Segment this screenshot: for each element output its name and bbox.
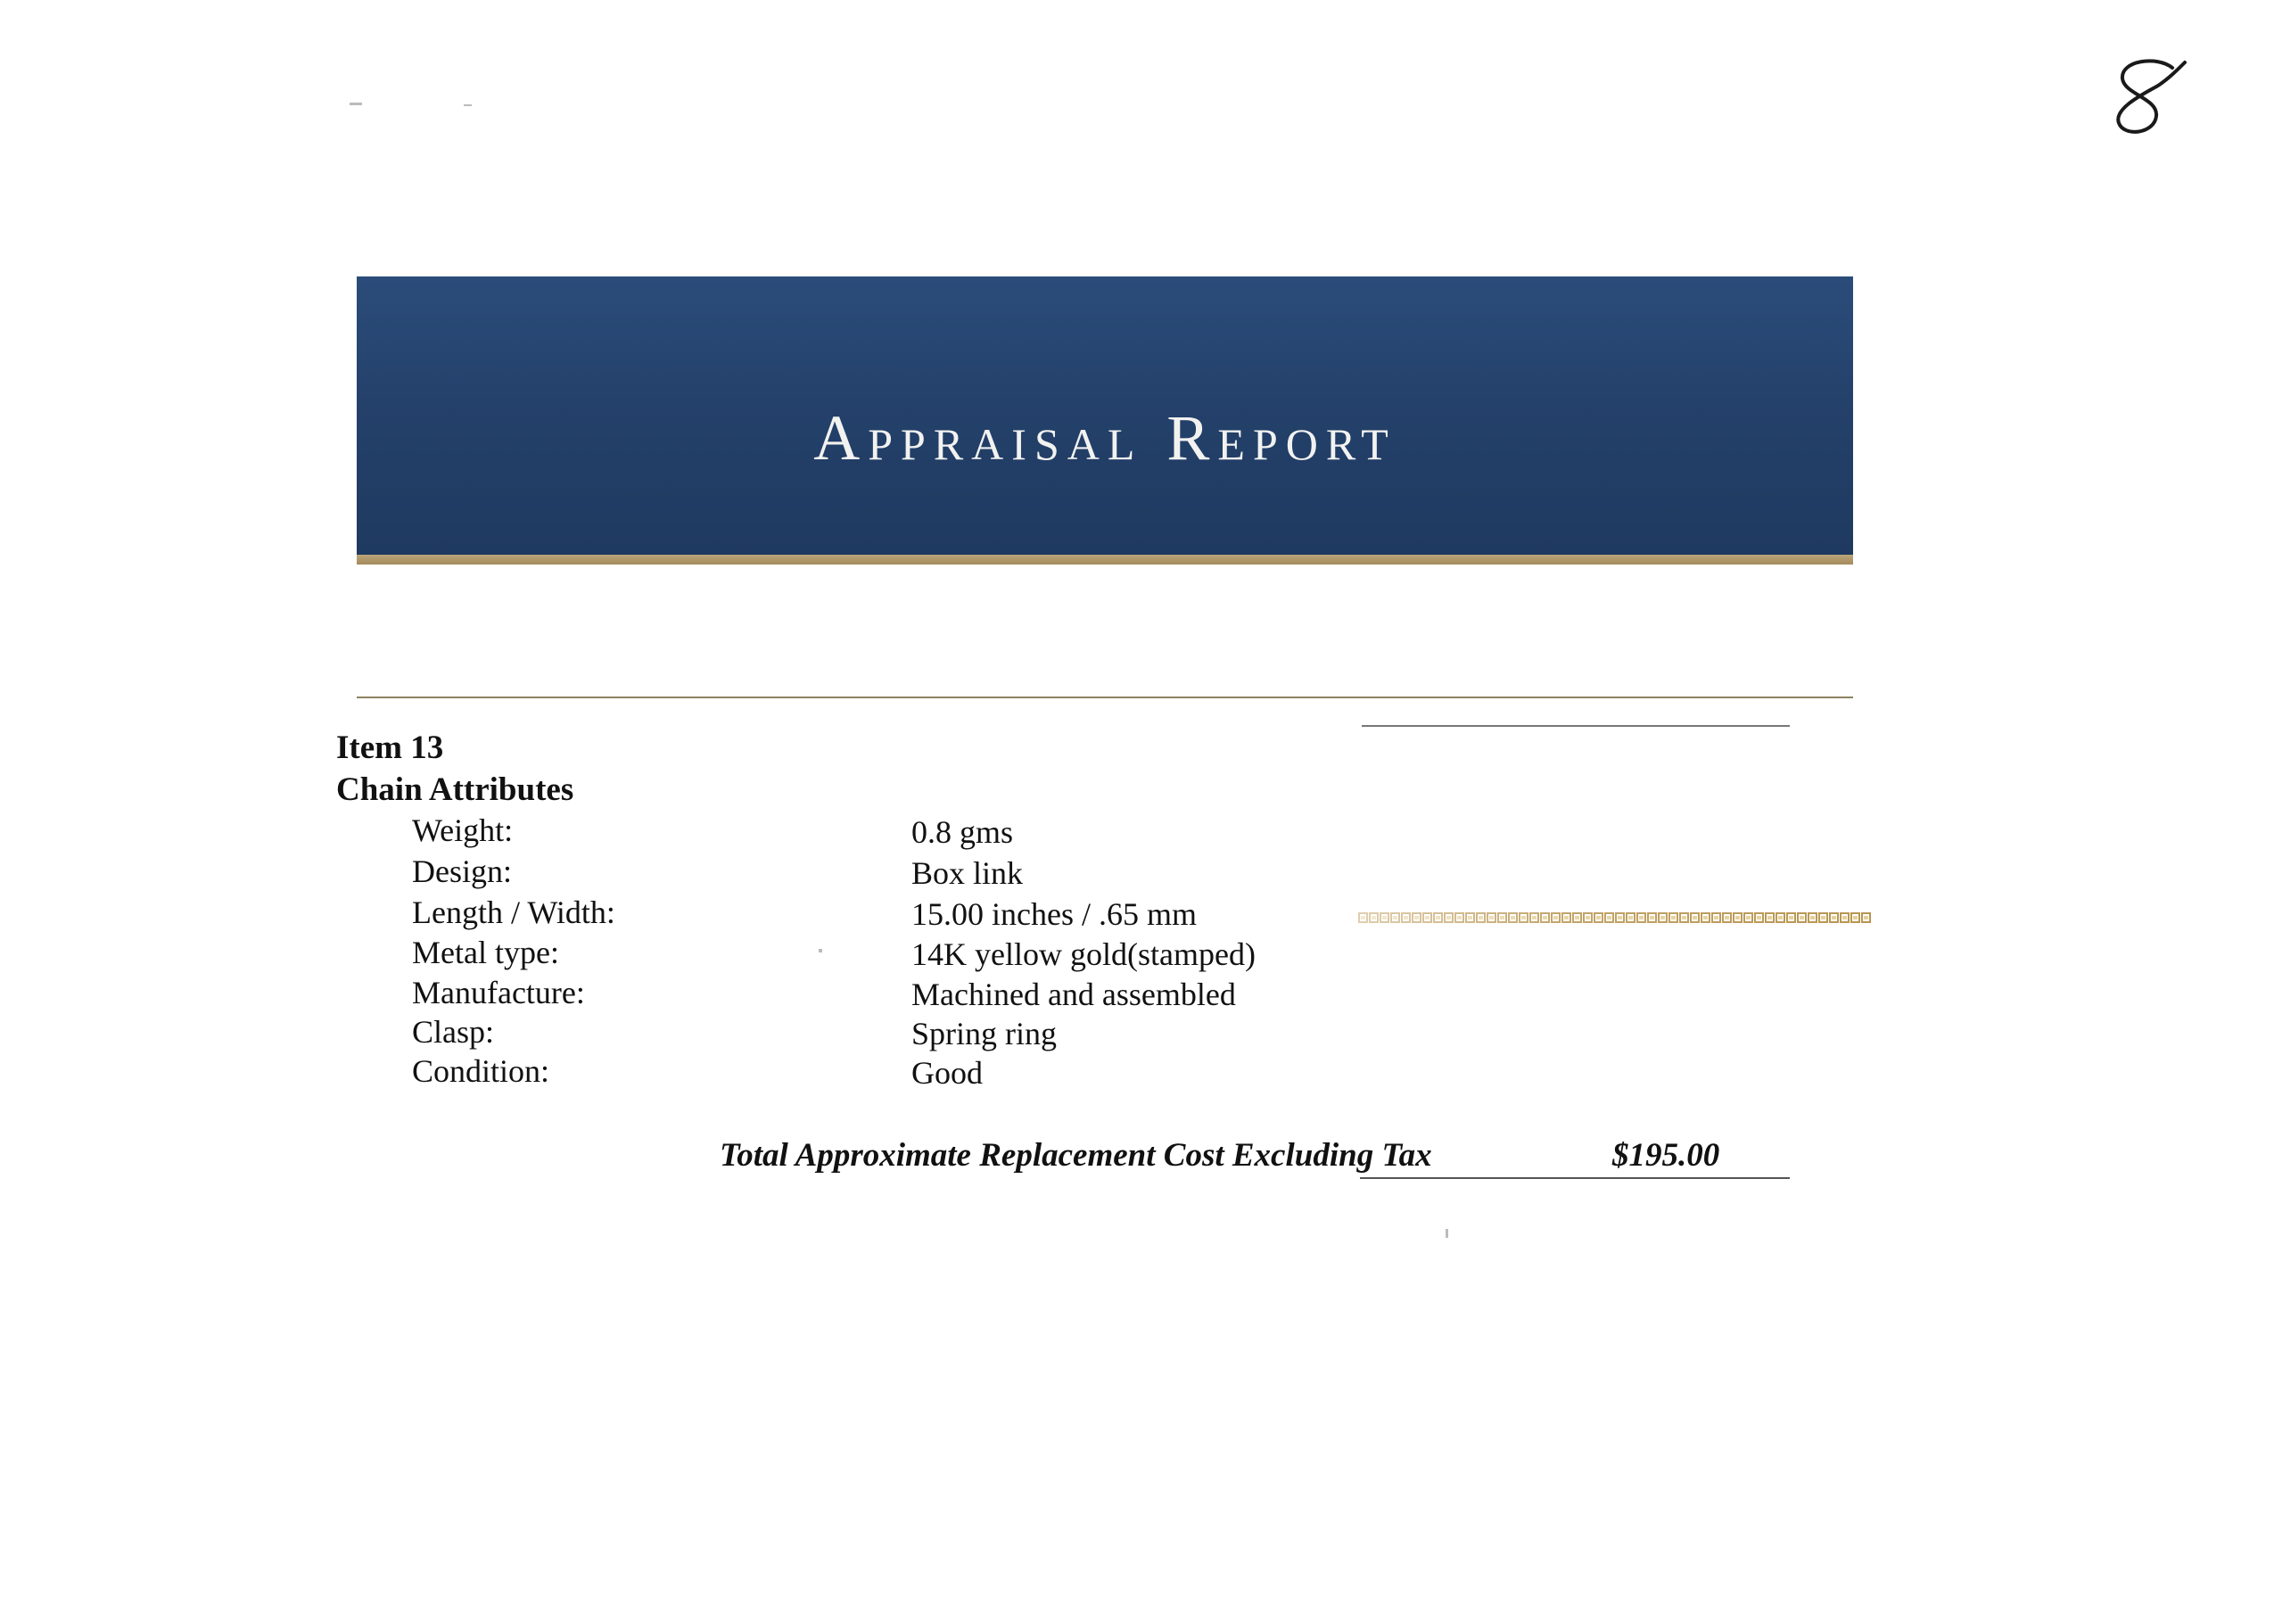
- attr-value-length-width: 15.00 inches / .65 mm: [911, 896, 1197, 932]
- scan-speck: [819, 949, 822, 952]
- image-top-rule: [1362, 725, 1790, 727]
- report-banner: [357, 276, 1853, 555]
- section-divider: [357, 697, 1853, 698]
- attr-label-length-width: Length / Width:: [412, 894, 615, 930]
- attr-label-weight: Weight:: [412, 812, 514, 848]
- attr-value-condition: Good: [911, 1055, 983, 1091]
- attr-value-clasp: Spring ring: [911, 1016, 1058, 1051]
- attr-value-manufacture: Machined and assembled: [911, 977, 1236, 1012]
- scan-speck: [464, 104, 472, 106]
- attr-label-clasp: Clasp:: [412, 1014, 495, 1050]
- attr-label-condition: Condition:: [412, 1053, 550, 1089]
- handwritten-page-number: [2103, 52, 2201, 150]
- attr-label-design: Design:: [412, 853, 512, 889]
- scan-speck: [1446, 1229, 1448, 1238]
- attr-label-metal-type: Metal type:: [412, 935, 559, 970]
- section-heading: Chain Attributes: [336, 771, 574, 808]
- total-cost-value: $195.00: [1612, 1137, 1720, 1174]
- attr-value-weight: 0.8 gms: [911, 814, 1014, 850]
- report-title: Appraisal Report: [813, 402, 1397, 474]
- total-underline: [1360, 1177, 1790, 1179]
- scan-speck: [350, 103, 362, 105]
- attr-label-manufacture: Manufacture:: [412, 975, 585, 1010]
- attr-value-design: Box link: [911, 855, 1024, 891]
- banner-gold-stripe: [357, 555, 1853, 565]
- box-link-chain-photo: [1358, 906, 1872, 929]
- item-number: Item 13: [336, 730, 444, 766]
- total-cost-label: Total Approximate Replacement Cost Excluding Tax: [720, 1137, 1432, 1174]
- attr-value-metal-type: 14K yellow gold(stamped): [911, 936, 1256, 972]
